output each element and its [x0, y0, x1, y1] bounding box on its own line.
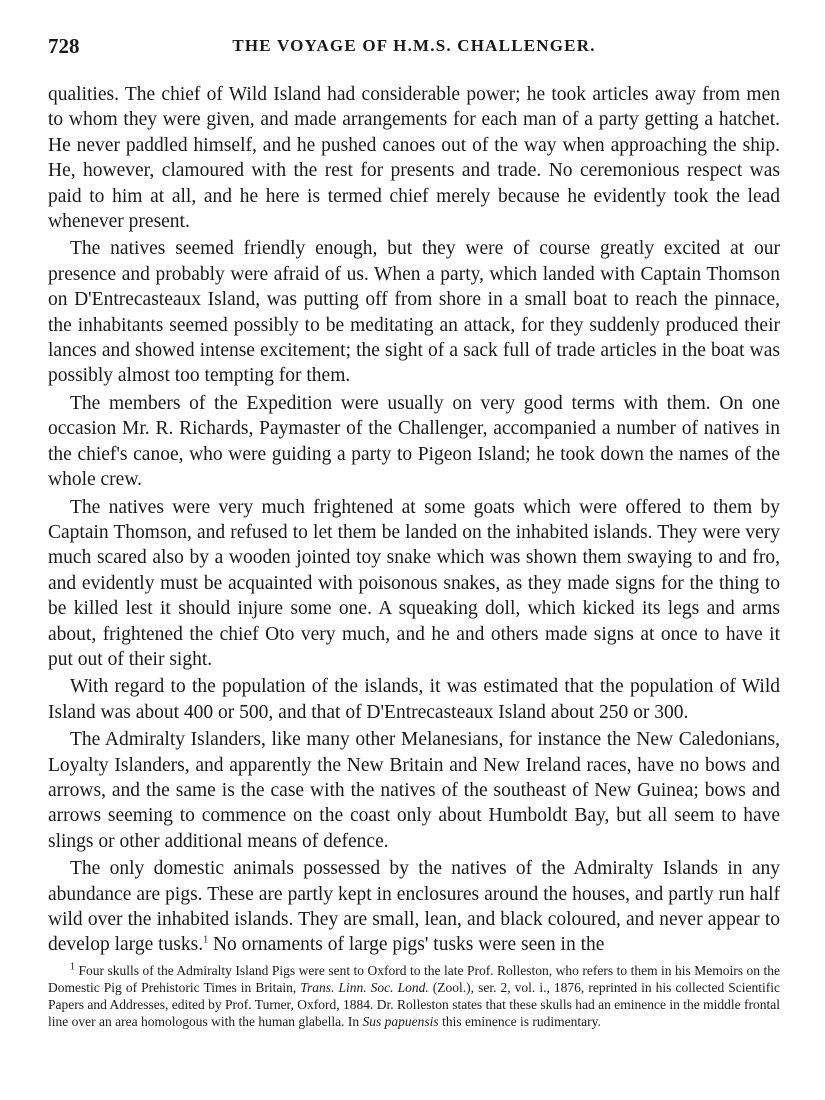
footnote-text: Four skulls of the Admiralty Island Pigs were sent to Oxford to the late Prof. Rolleston, who refers to them in his Memoirs on the Domestic Pig of Prehistoric Times in Britain, — [48, 962, 780, 996]
footnote-text: this eminence is rudimentary. — [438, 1014, 601, 1030]
book-page — [48, 30, 780, 1031]
body-text — [48, 82, 780, 958]
paragraph-with-footnote-ref — [48, 856, 780, 958]
paragraph-continued: qualities. The chief of Wild Island had considerable power; he took articles away from men to whom they were given, and made arrangements for each man of a party getting a hatchet. He never paddled himself, and he pushed canoes out of the way when approaching the ship. He, however, clamoured with the rest for presents and trade. No ceremonious respect was paid to him at all, and he here is termed chief merely because he evidently took the lead whenever present. — [48, 84, 780, 233]
paragraph: The members of the Expedition were usually on very good terms with them. On one occasion Mr. R. Richards, Paymaster of the Challenger, accompanied a number of natives in the chief's canoe, who were guiding a party to Pigeon Island; he took down the names of the whole crew. — [48, 392, 780, 491]
footnote-text: (Zool.), ser. 2, vol. i., 1876, reprinted in his collected Scientific Papers and Addresses, edited by Prof. Turner, Oxford, 1884. Dr. Rolleston states that these skulls had an eminence in the middle frontal line over an area homologous with the human glabella. In — [48, 980, 780, 1030]
paragraph: With regard to the population of the islands, it was estimated that the population of Wild Island was about 400 or 500, and that of D'Entrecasteaux Island about 250 or 300. — [48, 676, 780, 723]
paragraph-text: The only domestic animals possessed by the natives of the Admiralty Islands in any abundance are pigs. These are partly kept in enclosures around the houses, and partly run half wild over the inhabited islands. They are small, lean, and black coloured, and never appear to develop large tusks. — [48, 858, 780, 956]
paragraph: The natives were very much frightened at some goats which were offered to them by Captain Thomson, and refused to let them be landed on the inhabited islands. They were very much scared also by a wooden jointed toy snake which was shown them swaying to and fro, and evidently must be acquainted with poisonous snakes, as they made signs for the thing to be killed lest it should injure some one. A squeaking doll, which kicked its legs and arms about, frightened the chief Oto very much, and he and others made signs at once to have it put out of their sight. — [48, 496, 780, 670]
footnote-journal: Trans. Linn. Soc. Lond. — [300, 980, 429, 996]
paragraph: The Admiralty Islanders, like many other Melanesians, for instance the New Caledonians, Loyalty Islanders, and apparently the New Britain and New Ireland races, have no bows and arrows, and the same is the case with the natives of the southeast of New Guinea; bows and arrows seeming to commence on the coast only about Humboldt Bay, but all seem to have slings or other additional means of defence. — [48, 729, 780, 852]
paragraph: The natives seemed friendly enough, but they were of course greatly excited at our presence and probably were afraid of us. When a party, which landed with Captain Thomson on D'Entrecasteaux Island, was putting off from shore in a small boat to reach the pinnace, the inhabitants seemed possibly to be meditating an attack, for they suddenly produced their lances and showed intense excitement; the sight of a sack full of trade articles in the boat was possibly almost too tempting for them. — [48, 238, 780, 387]
footnote-species: Sus papuensis — [362, 1014, 439, 1030]
footnote-mark: 1 — [70, 961, 75, 973]
footnote — [48, 962, 780, 1031]
footnote-reference: 1 — [203, 934, 209, 946]
page-number: 728 — [48, 34, 80, 58]
running-header — [48, 30, 780, 60]
running-title: THE VOYAGE OF H.M.S. CHALLENGER. — [232, 36, 596, 55]
paragraph-text-continued: No ornaments of large pigs' tusks were seen in the — [208, 934, 605, 956]
